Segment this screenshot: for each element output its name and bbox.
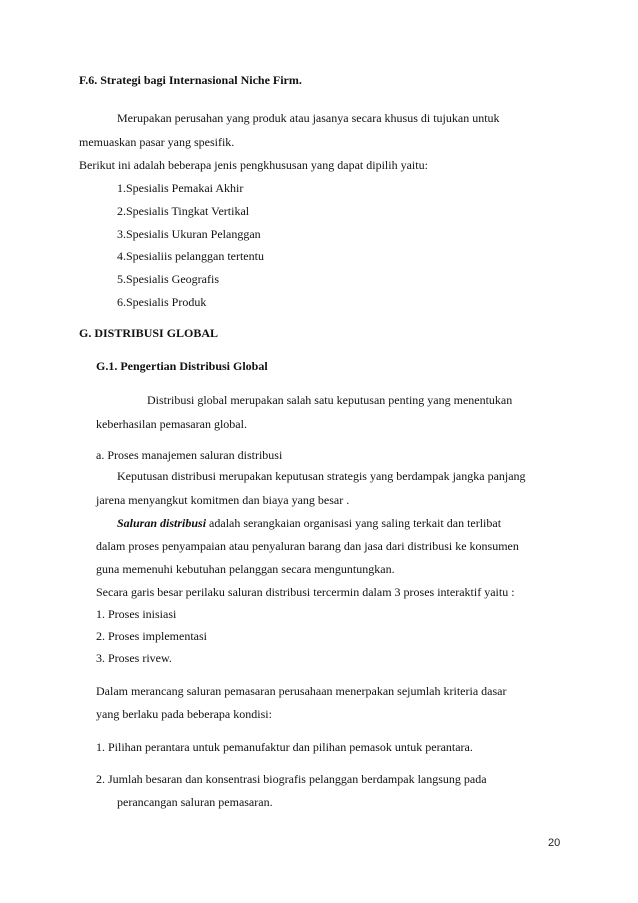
- criteria-list-item: 1. Pilihan perantara untuk pemanufaktur dan pilihan pemasok untuk perantara.: [96, 740, 473, 754]
- page-number: 20: [548, 837, 561, 849]
- section-g-paragraph-line: jarena menyangkut komitmen dan biaya yang besar .: [96, 493, 350, 507]
- section-g-paragraph-line: Secara garis besar perilaku saluran distribusi tercermin dalam 3 proses interaktif yaitu :: [96, 585, 515, 599]
- section-g-paragraph-line: dalam proses penyampaian atau penyaluran barang dan jasa dari distribusi ke konsumen: [96, 539, 519, 553]
- section-g-paragraph-line: guna memenuhi kebutuhan pelanggan secara menguntungkan.: [96, 562, 395, 576]
- process-list-item: 3. Proses rivew.: [96, 651, 172, 665]
- term-saluran-distribusi: Saluran distribusi: [117, 516, 207, 530]
- specialist-list-item: 2.Spesialis Tingkat Vertikal: [117, 204, 250, 218]
- specialist-list-item: 6.Spesialis Produk: [117, 295, 207, 309]
- section-g1-subheading: G.1. Pengertian Distribusi Global: [96, 359, 268, 373]
- specialist-list-item: 5.Spesialis Geografis: [117, 272, 219, 286]
- subsection-a-heading: a. Proses manajemen saluran distribusi: [96, 448, 283, 462]
- section-g-paragraph-line: yang berlaku pada beberapa kondisi:: [96, 707, 272, 721]
- criteria-list-item-continuation: perancangan saluran pemasaran.: [117, 795, 273, 809]
- section-g-paragraph-line: [117, 516, 501, 530]
- section-g-paragraph-line: Keputusan distribusi merupakan keputusan strategis yang berdampak jangka panjang: [117, 469, 526, 483]
- process-list-item: 2. Proses implementasi: [96, 629, 207, 643]
- specialist-list-item: 1.Spesialis Pemakai Akhir: [117, 181, 244, 195]
- section-f-paragraph-line: memuaskan pasar yang spesifik.: [79, 135, 235, 149]
- process-list-item: 1. Proses inisiasi: [96, 607, 177, 621]
- section-g-paragraph-line: Distribusi global merupakan salah satu keputusan penting yang menentukan: [147, 393, 513, 407]
- section-g-paragraph-line: keberhasilan pemasaran global.: [96, 417, 247, 431]
- section-g-heading: G. DISTRIBUSI GLOBAL: [79, 326, 219, 340]
- specialist-list-item: 3.Spesialis Ukuran Pelanggan: [117, 227, 261, 241]
- section-g-paragraph-line: Dalam merancang saluran pemasaran perusahaan menerpakan sejumlah kriteria dasar: [96, 684, 507, 698]
- section-f-intro-text: Berikut ini adalah beberapa jenis pengkhususan yang dapat dipilih yaitu:: [79, 158, 428, 172]
- specialist-list-item: 4.Spesialiis pelanggan tertentu: [117, 249, 264, 263]
- criteria-list-item: 2. Jumlah besaran dan konsentrasi biografis pelanggan berdampak langsung pada: [96, 772, 487, 786]
- definition-text: adalah serangkaian organisasi yang saling terkait dan terlibat: [206, 516, 502, 530]
- section-f-heading: F.6. Strategi bagi Internasional Niche Firm.: [79, 73, 302, 87]
- section-f-paragraph-line: Merupakan perusahan yang produk atau jasanya secara khusus di tujukan untuk: [117, 111, 500, 125]
